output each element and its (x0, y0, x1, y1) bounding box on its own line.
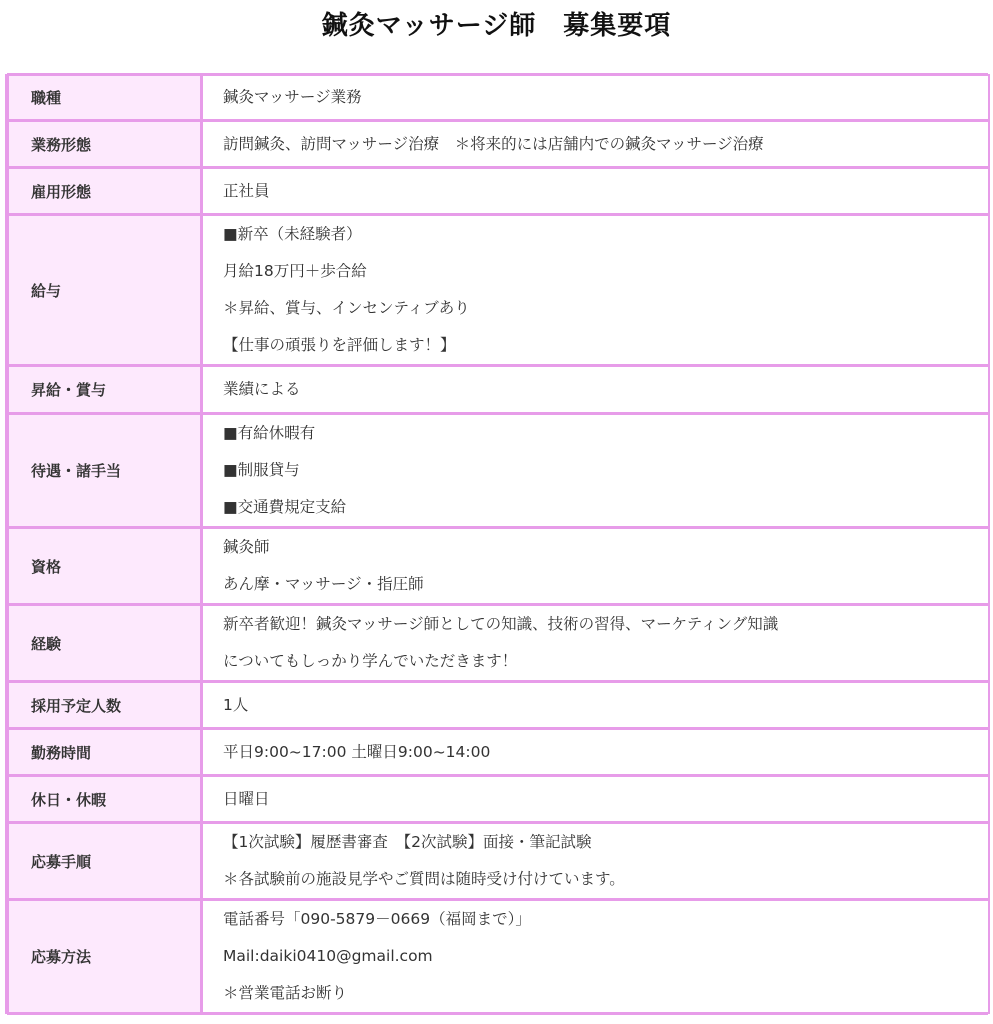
value-line: ＊各試験前の施設見学やご質問は随時受け付けています。 (223, 870, 625, 888)
value-line: 電話番号「090-5879－0669（福岡まで）」 (223, 910, 531, 928)
row-label-employment-type: 雇用形態 (7, 169, 203, 213)
table-row (7, 901, 988, 1012)
table-row (7, 606, 988, 680)
value-line: 訪問鍼灸、訪問マッサージ治療 ＊将来的には店舗内での鍼灸マッサージ治療 (223, 135, 764, 153)
row-label-benefits: 待遇・諸手当 (7, 415, 203, 526)
value-line: Mail:daiki0410@gmail.com (223, 947, 433, 965)
value-line: ■有給休暇有 (223, 424, 316, 442)
table-row (7, 683, 988, 727)
value-line: についてもしっかり学んでいただきます！ (223, 652, 518, 670)
table-row (7, 529, 988, 603)
value-line: 日曜日 (223, 790, 270, 808)
row-value-working-hours (203, 730, 988, 774)
table-row (7, 777, 988, 821)
row-value-application-steps (203, 824, 988, 898)
row-label-working-hours: 勤務時間 (7, 730, 203, 774)
table-row (7, 169, 988, 213)
value-line: 正社員 (223, 182, 270, 200)
value-line: 鍼灸師 (223, 538, 270, 556)
table-row (7, 216, 988, 364)
row-value-hiring-count (203, 683, 988, 727)
table-row (7, 122, 988, 166)
value-line: ＊昇給、賞与、インセンティブあり (223, 299, 470, 317)
table-row (7, 367, 988, 412)
value-line: ＊営業電話お断り (223, 984, 348, 1002)
table-row (7, 76, 988, 119)
row-label-raise-bonus: 昇給・賞与 (7, 367, 203, 412)
row-label-salary: 給与 (7, 216, 203, 364)
value-line: 業績による (223, 380, 301, 398)
row-value-work-style (203, 122, 988, 166)
row-label-qualification: 資格 (7, 529, 203, 603)
value-line: ■交通費規定支給 (223, 498, 347, 516)
table-row (7, 824, 988, 898)
recruitment-table (5, 74, 990, 1014)
value-line: 鍼灸マッサージ業務 (223, 88, 362, 106)
row-label-application-steps: 応募手順 (7, 824, 203, 898)
row-value-salary (203, 216, 988, 364)
row-value-employment-type (203, 169, 988, 213)
value-line: 【1次試験】履歴書審査 【2次試験】面接・筆記試験 (223, 833, 592, 851)
row-value-holidays (203, 777, 988, 821)
value-line: 1人 (223, 696, 249, 714)
value-line: ■新卒（未経験者） (223, 225, 362, 243)
row-label-holidays: 休日・休暇 (7, 777, 203, 821)
row-value-experience (203, 606, 988, 680)
row-value-job-type (203, 76, 988, 119)
row-label-how-to-apply: 応募方法 (7, 901, 203, 1012)
row-label-experience: 経験 (7, 606, 203, 680)
table-row (7, 730, 988, 774)
page-title: 鍼灸マッサージ師 募集要項 (321, 11, 672, 41)
value-line: ■制服貸与 (223, 461, 300, 479)
row-label-work-style: 業務形態 (7, 122, 203, 166)
row-label-hiring-count: 採用予定人数 (7, 683, 203, 727)
row-label-job-type: 職種 (7, 76, 203, 119)
value-line: 平日9:00~17:00 土曜日9:00~14:00 (223, 743, 491, 761)
row-value-raise-bonus (203, 367, 988, 412)
value-line: 月給18万円＋歩合給 (223, 262, 367, 280)
table-row (7, 415, 988, 526)
row-value-how-to-apply (203, 901, 988, 1012)
value-line: 新卒者歓迎！鍼灸マッサージ師としての知識、技術の習得、マーケティング知識 (223, 615, 779, 633)
row-value-benefits (203, 415, 988, 526)
value-line: 【仕事の頑張りを評価します！】 (223, 336, 456, 354)
value-line: あん摩・マッサージ・指圧師 (223, 575, 424, 593)
row-value-qualification (203, 529, 988, 603)
